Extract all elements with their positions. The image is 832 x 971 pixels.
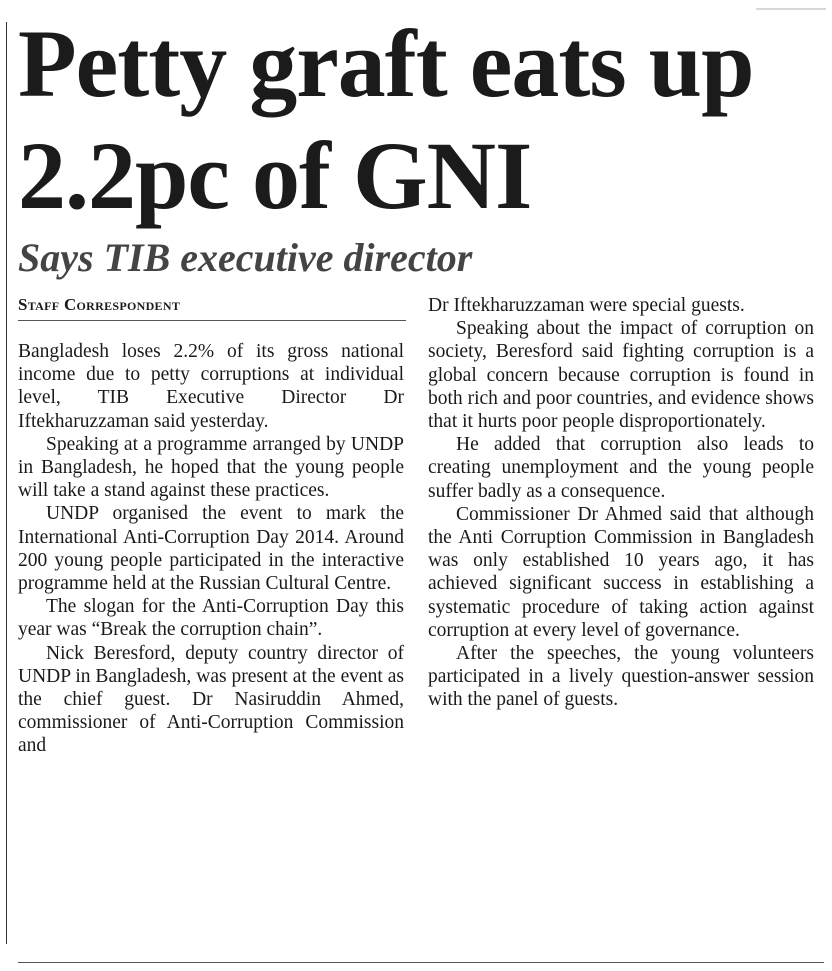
byline-divider [18,320,406,321]
paragraph: After the speeches, the young volunteers participated in a lively question-answer session with the panel of guests. [428,643,814,711]
article-column-right [428,294,814,712]
bottom-rule [18,962,824,963]
article-column-left [18,340,404,758]
paragraph: Dr Iftekharuzzaman were special guests. [428,295,745,316]
paragraph: Commissioner Dr Ahmed said that although the Anti Corruption Commission in Bangladesh was only established 10 years ago, it has achieved significant success in establishing a systematic procedure of taking action against corruption at every level of governance. [428,503,814,641]
paragraph: The slogan for the Anti-Corruption Day this year was “Break the corruption chain”. [18,596,404,641]
paragraph: Speaking at a programme arranged by UNDP in Bangladesh, he hoped that the young people will take a stand against these practices. [18,433,404,502]
paragraph: Nick Beresford, deputy country director of UNDP in Bangladesh, was present at the event as the chief guest. Dr Nasiruddin Ahmed, commissioner of Anti-Corruption Commission and [18,642,404,757]
left-column-rule [6,22,7,944]
paragraph: UNDP organised the event to mark the International Anti-Corruption Day 2014. Around 200 young people participated in the interactive programme held at the Russian Cultural Centre. [18,503,404,595]
paragraph: He added that corruption also leads to creating unemployment and the young people suffer badly as a consequence. [428,434,814,502]
paragraph: Speaking about the impact of corruption on society, Beresford said fighting corruption is a global concern because corruption is found in both rich and poor countries, and evidence shows that it hurts poor people disproportionately. [428,318,814,433]
headline: Petty graft eats up 2.2pc of GNI [18,10,754,229]
subheadline: Says TIB executive director [18,235,473,280]
paragraph: Bangladesh loses 2.2% of its gross national income due to petty corruptions at individual level, TIB Executive Director Dr Iftekharuzzaman said yesterday. [18,341,404,432]
byline: Staff Correspondent [18,295,181,314]
